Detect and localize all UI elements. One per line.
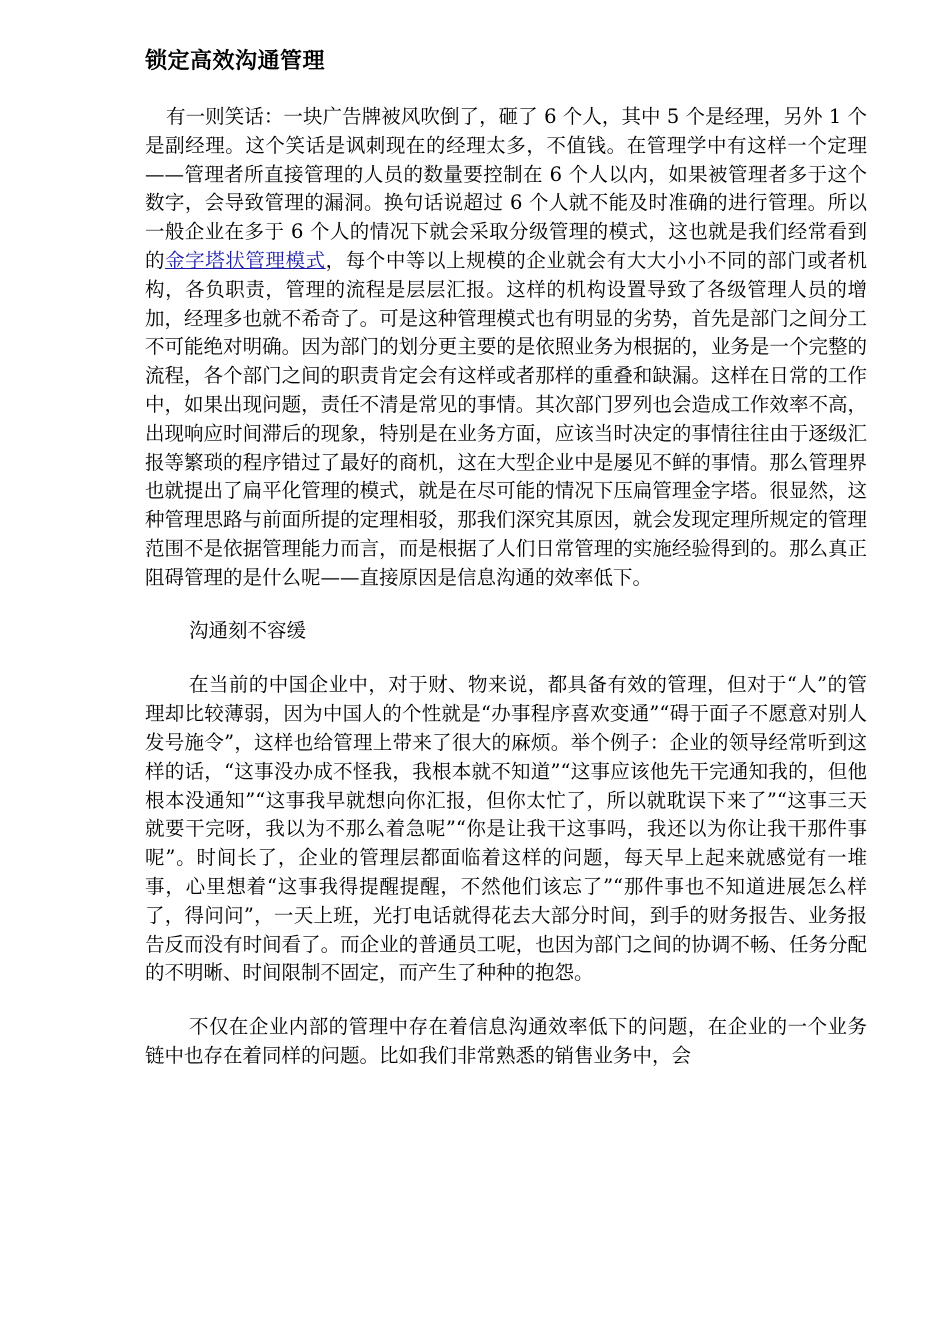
paragraph-1 [145, 103, 867, 593]
pyramid-management-link[interactable]: 金字塔状管理模式 [165, 248, 326, 272]
paragraph-spacer [145, 988, 867, 1013]
paragraph-1-text-before-link: 有一则笑话：一块广告牌被风吹倒了，砸了 6 个人，其中 5 个是经理，另外 1 个是副经理。这个笑话是讽刺现在的经理太多，不值钱。在管理学中有这样一个定理——管理者所直接管理的人员的数量要控制在 6 个人以内，如果被管理者多于这个数字，会导致管理的漏洞。换句话说超过 6 个人就不能及时准确的进行管理。所以一般企业在多于 6 个人的情况下就会采取分级管理的模式，这也就是我们经常看到的 [145, 105, 867, 272]
paragraph-1-text-after-link: ，每个中等以上规模的企业就会有大大小小不同的部门或者机构，各负职责，管理的流程是层层汇报。这样的机构设置导致了各级管理人员的增加，经理多也就不希奇了。可是这种管理模式也有明显的劣势，首先是部门之间分工不可能绝对明确。因为部门的划分更主要的是依照业务为根据的，业务是一个完整的流程，各个部门之间的职责肯定会有这样或者那样的重叠和缺漏。这样在日常的工作中，如果出现问题，责任不清是常见的事情。其次部门罗列也会造成工作效率不高，出现响应时间滞后的现象，特别是在业务方面，应该当时决定的事情往往由于逐级汇报等繁琐的程序错过了最好的商机，这在大型企业中是屡见不鲜的事情。那么管理界也就提出了扁平化管理的模式，就是在尽可能的情况下压扁管理金字塔。很显然，这种管理思路与前面所提的定理相驳，那我们深究其原因，就会发现定理所规定的管理范围不是依据管理能力而言，而是根据了人们日常管理的实施经验得到的。那么真正阻碍管理的是什么呢——直接原因是信息沟通的效率低下。 [145, 248, 867, 589]
document-page [145, 46, 867, 1071]
document-title: 锁定高效沟通管理 [145, 49, 326, 74]
paragraph-3: 不仅在企业内部的管理中存在着信息沟通效率低下的问题，在企业的一个业务链中也存在着同样的问题。比如我们非常熟悉的销售业务中，会 [145, 1015, 867, 1067]
paragraph-2: 在当前的中国企业中，对于财、物来说，都具备有效的管理，但对于“人”的管理却比较薄弱，因为中国人的个性就是“办事程序喜欢变通”“碍于面子不愿意对别人发号施令”，这样也给管理上带来了很大的麻烦。举个例子：企业的领导经常听到这样的话，“这事没办成不怪我，我根本就不知道”“这事应该他先干完通知我的，但他根本没通知”“这事我早就想向你汇报，但你太忙了，所以就耽误下来了”“这事三天就要干完呀，我以为不那么着急呢”“你是让我干这事吗，我还以为你让我干那件事呢”。时间长了，企业的管理层都面临着这样的问题，每天早上起来就感觉有一堆事，心里想着“这事我得提醒提醒，不然他们该忘了”“那件事也不知道进展怎么样了，得问问”，一天上班，光打电话就得花去大部分时间，到手的财务报告、业务报告反而没有时间看了。而企业的普通员工呢，也因为部门之间的协调不畅、任务分配的不明晰、时间限制不固定，而产生了种种的抱怨。 [145, 673, 867, 985]
section-subheading: 沟通刻不容缓 [189, 618, 307, 642]
